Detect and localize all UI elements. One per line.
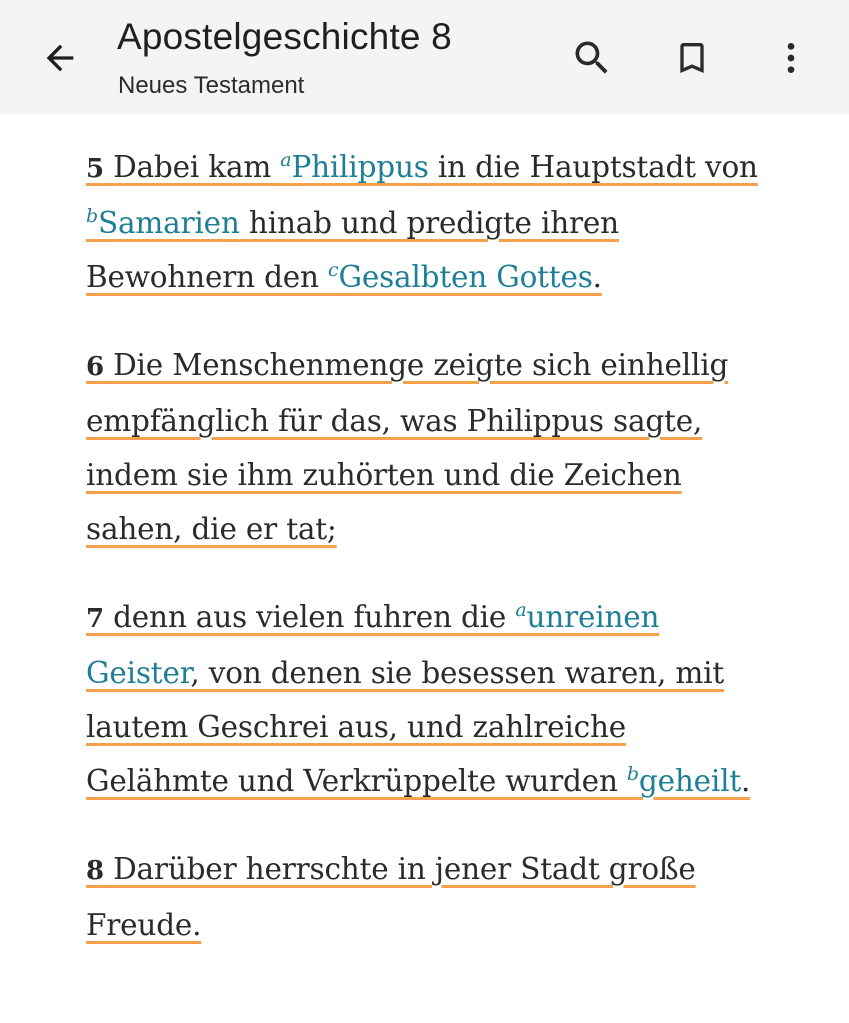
bookmark-icon [672,38,712,78]
back-button[interactable] [32,30,88,86]
page-title: Apostelgeschichte 8 [117,16,452,57]
more-vert-icon [771,38,811,78]
verse-text: , von denen sie besessen waren, mit lautem Geschrei aus, und zahlreiche Gelähmte und Verkrüppelte wurden [86,656,724,798]
verse-text: hinab und predigte ihren Bewohnern den [86,206,619,294]
verse-highlight [86,150,758,294]
search-button[interactable] [564,30,620,86]
verse-6[interactable] [86,338,776,556]
arrow-back-icon [40,38,80,78]
more-options-button[interactable] [763,30,819,86]
verse-number: 6 [86,352,104,382]
verse-5[interactable] [86,140,776,304]
top-app-bar [0,0,849,114]
bookmark-button[interactable] [664,30,720,86]
verse-text: Dabei kam [103,150,281,184]
verse-8[interactable] [86,842,776,952]
verse-highlight [86,348,728,546]
verse-text: . [592,260,602,294]
cross-reference-link[interactable]: geheilt [638,764,742,798]
footnote-marker[interactable]: b [86,205,98,227]
cross-reference-link[interactable]: Samarien [97,206,240,240]
chapter-text [86,140,776,986]
cross-reference-link[interactable]: Philippus [291,150,429,184]
cross-reference-link[interactable]: Gesalbten Gottes [338,260,593,294]
verse-highlight [86,852,696,942]
verse-text: Darüber herrschte in jener Stadt große Freude. [86,852,696,942]
verse-number: 5 [86,154,104,184]
cross-reference-link[interactable]: unreinen Geister [86,600,660,690]
footnote-marker[interactable]: a [515,599,527,621]
verse-text: denn aus vielen fuhren die [103,600,516,634]
verse-text: . [741,764,751,798]
verse-highlight [86,600,750,798]
footnote-marker[interactable]: b [626,763,639,785]
verse-number: 8 [86,856,104,886]
footnote-marker[interactable]: a [280,149,292,171]
footnote-marker[interactable]: c [328,259,339,281]
search-icon [570,36,614,80]
verse-7[interactable] [86,590,776,808]
verse-text: in die Hauptstadt von [428,150,758,184]
verse-text: Die Menschenmenge zeigte sich einhellig empfänglich für das, was Philippus sagte, indem sie ihm zuhörten und die Zeichen sahen, die er tat; [86,348,729,546]
verse-number: 7 [86,604,104,634]
page-subtitle: Neues Testament [118,72,305,99]
